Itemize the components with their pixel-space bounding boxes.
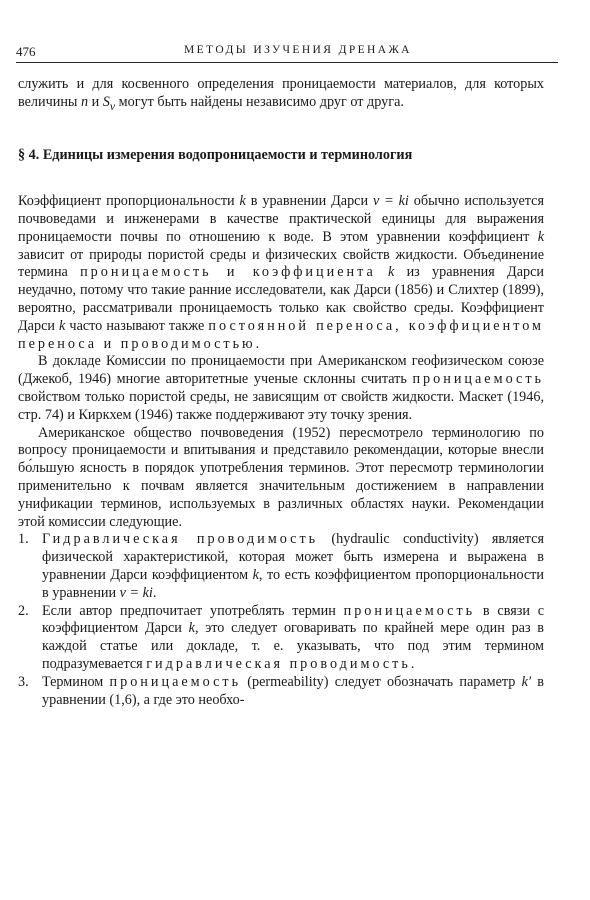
- paragraph-2: В докладе Комиссии по проницаемости при Американском геофизическом союзе (Джекоб, 1946) многие авторитетные ученые склонны считать проницаемость свойством только пористой среды, не зависящим от свойств жидкости. Маскет (1946, стр. 74) и Киркхем (1946) также поддерживают эту точку зрения.: [18, 353, 544, 423]
- list-item: 3. Термином проницаемость (permeability) следует обозначать параметр k′ в уравнении (1,6), а где это необхо-: [18, 673, 544, 708]
- section-heading: § 4. Единицы измерения водопроницаемости и терминология: [18, 147, 413, 164]
- page-body: [18, 76, 544, 709]
- continued-paragraph: служить и для косвенного определения проницаемости материалов, для которых величины n и $S_v$ могут быть найдены независимо друг от друга.: [18, 76, 544, 113]
- list-item: 2. Если автор предпочитает употреблять термин проницаемость в связи с коэффициентом Дарси k, это следует оговаривать по крайней мере один раз в каждой статье или докладе, т. е. указывать, что под этим термином подразумевается гидравлическая проводимость.: [18, 602, 544, 672]
- list-item: 1. Гидравлическая проводимость (hydraulic conductivity) является физической характеристикой, которая может быть измерена и выражена в уравнении Дарси коэффициентом k, то есть коэффициентом пропорциональности в уравнении v = ki.: [18, 531, 544, 601]
- page-number: 476: [16, 44, 36, 59]
- running-header: [16, 44, 558, 63]
- paragraph-1: Коэффициент пропорциональности k в уравнении Дарси v = ki обычно используется почвоведами и инженерами в качестве практической единицы для выражения проницаемости почвы по отношению к воде. В этом уравнении коэффициент k зависит от природы пористой среды и физических свойств жидкости. Объединение термина проницаемость и коэффициента k из уравнения Дарси неудачно, потому что такие ранние исследователи, как Дарси (1856) и Слихтер (1899), вероятно, рассматривали проницаемость только как свойство среды. Коэффициент Дарси k часто называют также постоянной переноса, коэффициентом переноса и проводимостью.: [18, 193, 545, 352]
- paragraph-3: Американское общество почвоведения (1952) пересмотрело терминологию по вопросу проницаемости и впитывания и представило рекомендации, которые внесли бо́льшую ясность в порядок употребления терминов. Этот пересмотр терминологии применительно к почвам является значительным достижением в направлении унификации терминов, используемых в различных областях науки. Рекомендации этой комиссии следующие.: [18, 424, 544, 530]
- running-title: МЕТОДЫ ИЗУЧЕНИЯ ДРЕНАЖА: [184, 44, 412, 56]
